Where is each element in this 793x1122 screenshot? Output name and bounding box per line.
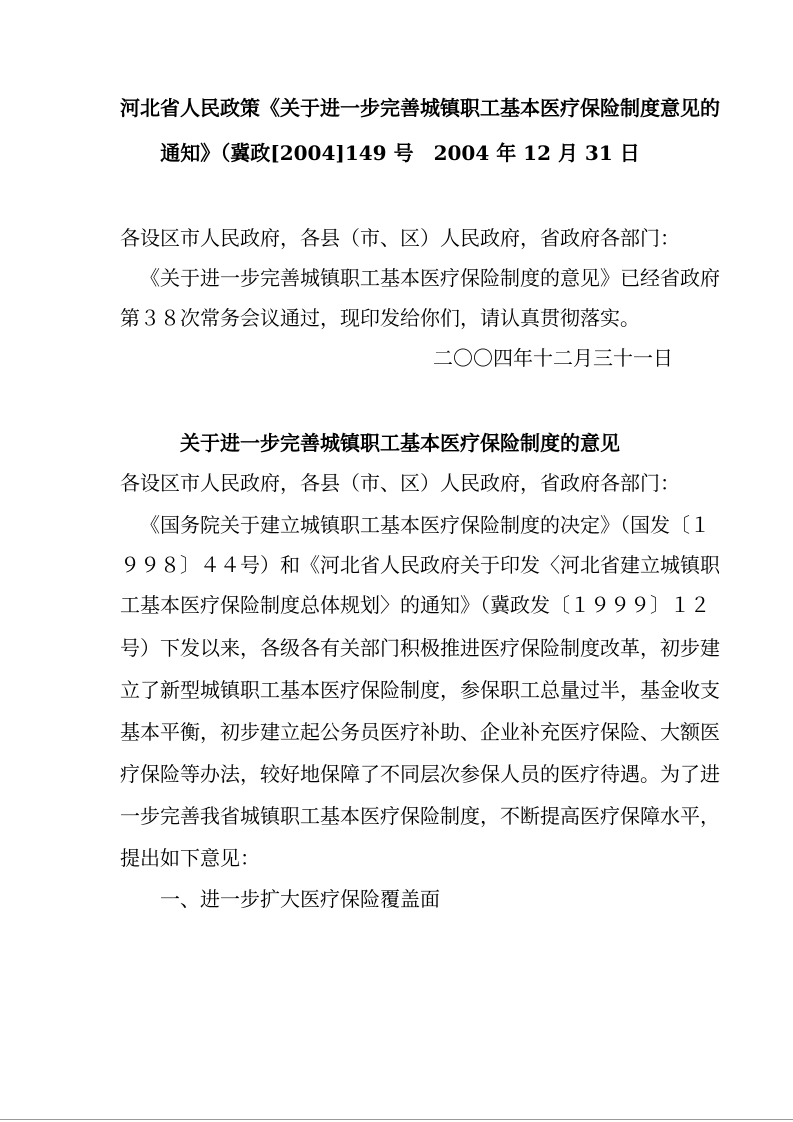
document-title-line-2: 通知》（冀政[2004]149 号 2004 年 12 月 31 日 [160,141,640,165]
section-heading-1: 一、进一步扩大医疗保险覆盖面 [160,887,440,911]
notice-date: 二〇〇四年十二月三十一日 [433,346,673,370]
opinion-heading: 关于进一步完善城镇职工基本医疗保险制度的意见 [180,431,620,455]
notice-body-line-2: 第３８次常务会议通过，现印发给你们，请认真贯彻落实。 [120,306,640,330]
notice-body-line-1: 《关于进一步完善城镇职工基本医疗保险制度的意见》已经省政府 [140,266,720,290]
opinion-paragraph-line: 提出如下意见： [120,846,260,870]
opinion-salutation: 各设区市人民政府，各县（市、区）人民政府，省政府各部门： [120,471,680,495]
page-bottom-rule [0,1119,793,1120]
opinion-paragraph-line: 《国务院关于建立城镇职工基本医疗保险制度的决定》（国发〔１ [140,513,710,537]
opinion-paragraph-line: 基本平衡，初步建立起公务员医疗补助、企业补充医疗保险、大额医 [120,720,720,744]
opinion-paragraph-line: ９９８〕４４号）和《河北省人民政府关于印发〈河北省建立城镇职 [120,553,720,577]
document-title-line-1: 河北省人民政策《关于进一步完善城镇职工基本医疗保险制度意见的 [120,96,720,120]
opinion-paragraph-line: 号）下发以来，各级各有关部门积极推进医疗保险制度改革，初步建 [120,636,720,660]
opinion-paragraph-line: 立了新型城镇职工基本医疗保险制度，参保职工总量过半，基金收支 [120,678,720,702]
notice-salutation: 各设区市人民政府，各县（市、区）人民政府，省政府各部门： [120,226,680,250]
opinion-paragraph-line: 工基本医疗保险制度总体规划〉的通知》（冀政发〔１９９９〕１２ [120,593,710,617]
opinion-paragraph-line: 疗保险等办法，较好地保障了不同层次参保人员的医疗待遇。为了进 [120,762,720,786]
opinion-paragraph-line: 一步完善我省城镇职工基本医疗保险制度，不断提高医疗保障水平， [120,804,720,828]
